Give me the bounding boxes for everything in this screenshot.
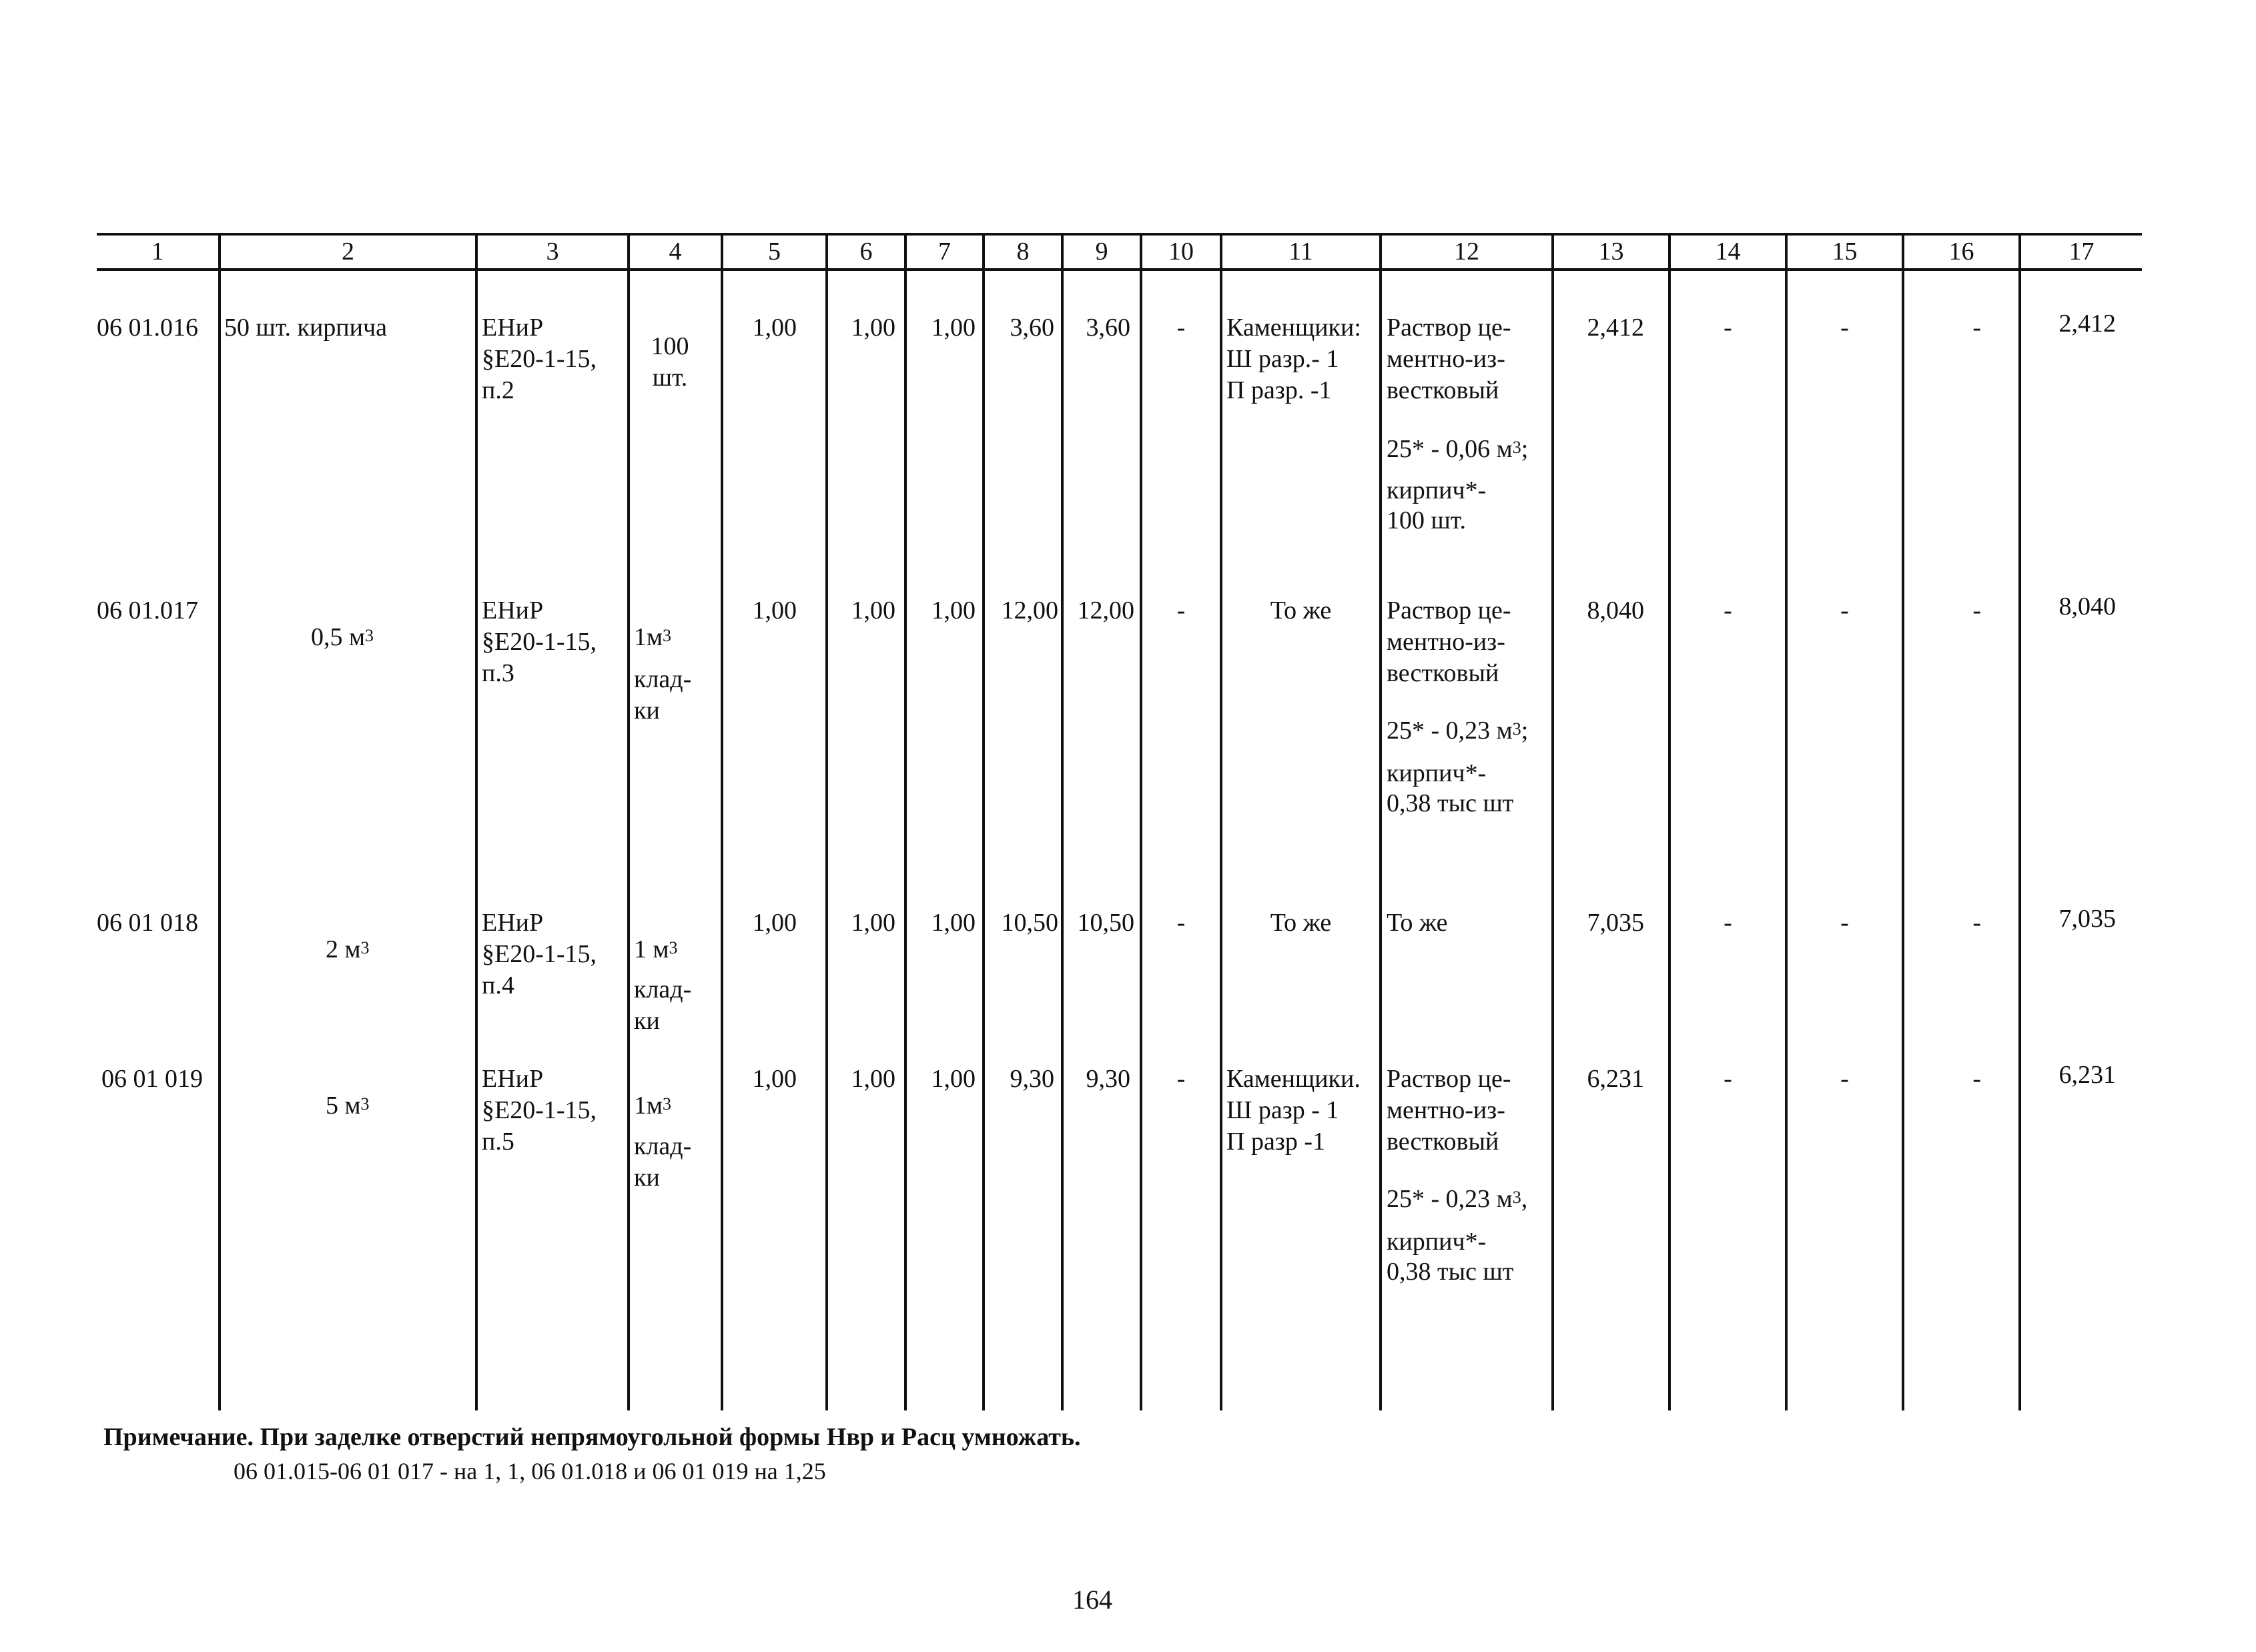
column-header: 14	[1715, 238, 1741, 266]
column-header: 11	[1288, 238, 1313, 266]
row-col6: 1,00	[851, 909, 895, 937]
row-col7: 1,00	[931, 1065, 976, 1093]
row-material-line: ментно-из-	[1387, 1096, 1505, 1124]
row-material-line: ментно-из-	[1387, 628, 1505, 656]
row-col17: 7,035	[2058, 905, 2116, 933]
row-unit-line: шт.	[652, 364, 688, 392]
column-header: 2	[342, 238, 354, 266]
column-header: 6	[859, 238, 873, 266]
row-unit-line: 100	[651, 332, 689, 360]
column-header: 8	[1016, 238, 1030, 266]
row-col8: 9,30	[1010, 1065, 1054, 1093]
row-norm-line: §Е20-1-15,	[482, 345, 597, 373]
row-material-line: Раствор це-	[1387, 1065, 1511, 1093]
row-name: 2 $м^3$	[326, 935, 370, 963]
row-col6: 1,00	[851, 596, 895, 625]
row-material-amount: 25* - 0,23 $м^3$;	[1387, 717, 1529, 745]
row-col16: -	[1972, 314, 1981, 342]
row-norm-line: п.2	[482, 376, 514, 404]
row-col8: 3,60	[1010, 314, 1054, 342]
row-col5: 1,00	[752, 1065, 797, 1093]
row-workers-line: Каменщики:	[1226, 314, 1361, 342]
table-note: Примечание. При заделке отверстий непрямоугольной формы Нвр и Расц умножать.	[103, 1423, 1081, 1451]
row-material-line: кирпич*-	[1387, 476, 1487, 504]
row-norm-line: ЕНиР	[482, 314, 544, 342]
column-divider	[1220, 235, 1222, 1410]
column-divider	[627, 235, 630, 1410]
column-header: 5	[768, 238, 781, 266]
row-col5: 1,00	[752, 909, 797, 937]
row-material-line: вестковый	[1387, 1128, 1499, 1156]
row-material-amount: 25* - 0,06 $м^3$;	[1387, 435, 1529, 463]
row-material-line: вестковый	[1387, 659, 1499, 687]
row-col8: 10,50	[1001, 909, 1058, 937]
column-divider	[1668, 235, 1671, 1410]
row-col15: -	[1840, 314, 1849, 342]
row-col15: -	[1840, 1065, 1849, 1093]
column-header: 12	[1454, 238, 1479, 266]
row-name: 0,5 $м^3$	[311, 623, 374, 651]
column-divider	[2018, 235, 2021, 1410]
row-material-line: 100 шт.	[1387, 506, 1467, 534]
row-code: 06 01 019	[101, 1065, 203, 1093]
row-norm-line: п.3	[482, 659, 514, 687]
column-header: 7	[938, 238, 951, 266]
row-name: 50 шт. кирпича	[224, 314, 387, 342]
row-unit-line: ки	[634, 1164, 660, 1192]
row-col9: 3,60	[1086, 314, 1130, 342]
row-code: 06 01 018	[97, 909, 198, 937]
row-unit-line: 1 $м^3$	[634, 935, 678, 963]
row-col8: 12,00	[1001, 596, 1058, 625]
row-col14: -	[1724, 909, 1732, 937]
row-material-amount: 25* - 0,23 $м^3$,	[1387, 1185, 1528, 1213]
column-divider	[218, 235, 221, 1410]
row-col5: 1,00	[752, 596, 797, 625]
column-divider	[1551, 235, 1554, 1410]
row-name: 5 $м^3$	[326, 1092, 370, 1120]
row-col15: -	[1840, 909, 1849, 937]
row-col7: 1,00	[931, 314, 976, 342]
column-header: 17	[2069, 238, 2095, 266]
row-col9: 9,30	[1086, 1065, 1130, 1093]
row-col17: 2,412	[2058, 310, 2116, 338]
row-col9: 10,50	[1077, 909, 1134, 937]
row-col5: 1,00	[752, 314, 797, 342]
row-workers-line: Ш разр.- 1	[1226, 345, 1339, 373]
row-code: 06 01.017	[97, 596, 198, 625]
column-header: 10	[1168, 238, 1194, 266]
row-norm-line: п.5	[482, 1128, 514, 1156]
row-col16: -	[1972, 596, 1981, 625]
row-material-line: 0,38 тыс шт	[1387, 789, 1514, 817]
row-norm-line: §Е20-1-15,	[482, 1096, 597, 1124]
row-norm-line: §Е20-1-15,	[482, 628, 597, 656]
row-col7: 1,00	[931, 909, 976, 937]
row-material-line: Раствор це-	[1387, 314, 1511, 342]
row-material-line: кирпич*-	[1387, 759, 1487, 787]
row-col15: -	[1840, 596, 1849, 625]
row-workers-line: П разр. -1	[1226, 376, 1332, 404]
table-note-detail: 06 01.015-06 01 017 - на 1, 1, 06 01.018 и 06 01 019 на 1,25	[234, 1458, 826, 1485]
row-col10: -	[1176, 314, 1186, 342]
column-divider	[475, 235, 478, 1410]
row-col16: -	[1972, 1065, 1981, 1093]
column-divider	[1379, 235, 1382, 1410]
column-divider	[1140, 235, 1142, 1410]
row-material-line: кирпич*-	[1387, 1228, 1487, 1256]
row-col9: 12,00	[1077, 596, 1134, 625]
column-divider	[904, 235, 907, 1410]
column-header: 9	[1095, 238, 1108, 266]
row-col13: 6,231	[1587, 1065, 1644, 1093]
row-unit-line: ки	[634, 697, 660, 725]
row-col13: 7,035	[1587, 909, 1644, 937]
row-code: 06 01.016	[97, 314, 198, 342]
column-divider	[721, 235, 723, 1410]
row-material-line: вестковый	[1387, 376, 1499, 404]
row-material-line: То же	[1387, 909, 1448, 937]
column-divider	[1785, 235, 1788, 1410]
column-divider	[1902, 235, 1904, 1410]
row-workers-line: Ш разр - 1	[1226, 1096, 1339, 1124]
column-header: 13	[1598, 238, 1624, 266]
column-header: 15	[1832, 238, 1858, 266]
column-header: 4	[669, 238, 682, 266]
row-unit-line: $1м^3$	[634, 623, 672, 651]
column-divider	[1061, 235, 1064, 1410]
row-col6: 1,00	[851, 314, 895, 342]
page-number: 164	[1072, 1585, 1112, 1615]
row-unit-line: клад-	[634, 1132, 692, 1160]
row-unit-line: клад-	[634, 975, 692, 1003]
row-unit-line: клад-	[634, 665, 692, 693]
row-material-line: Раствор це-	[1387, 596, 1511, 625]
row-material-line: 0,38 тыс шт	[1387, 1258, 1514, 1286]
row-norm-line: п.4	[482, 971, 514, 999]
row-col6: 1,00	[851, 1065, 895, 1093]
column-header: 3	[546, 238, 559, 266]
row-col13: 8,040	[1587, 596, 1644, 625]
row-unit-line: ки	[634, 1007, 660, 1035]
row-col10: -	[1176, 1065, 1186, 1093]
row-col17: 6,231	[2058, 1061, 2116, 1089]
row-col10: -	[1176, 909, 1186, 937]
column-header: 16	[1948, 238, 1974, 266]
row-col14: -	[1724, 596, 1732, 625]
row-norm-line: ЕНиР	[482, 1065, 544, 1093]
row-col16: -	[1972, 909, 1981, 937]
row-material-line: ментно-из-	[1387, 345, 1505, 373]
row-workers-line: Каменщики.	[1226, 1065, 1361, 1093]
row-col14: -	[1724, 314, 1732, 342]
row-workers-line: То же	[1270, 596, 1332, 625]
row-col7: 1,00	[931, 596, 976, 625]
row-col14: -	[1724, 1065, 1732, 1093]
row-norm-line: ЕНиР	[482, 909, 544, 937]
row-col10: -	[1176, 596, 1186, 625]
table-header-rule	[97, 268, 2142, 271]
row-col17: 8,040	[2058, 592, 2116, 621]
row-unit-line: $1м^3$	[634, 1092, 672, 1120]
column-divider	[825, 235, 828, 1410]
row-workers-line: П разр -1	[1226, 1128, 1325, 1156]
column-divider	[982, 235, 985, 1410]
row-workers-line: То же	[1270, 909, 1332, 937]
row-norm-line: §Е20-1-15,	[482, 940, 597, 968]
row-norm-line: ЕНиР	[482, 596, 544, 625]
row-col13: 2,412	[1587, 314, 1644, 342]
column-header: 1	[151, 238, 164, 266]
